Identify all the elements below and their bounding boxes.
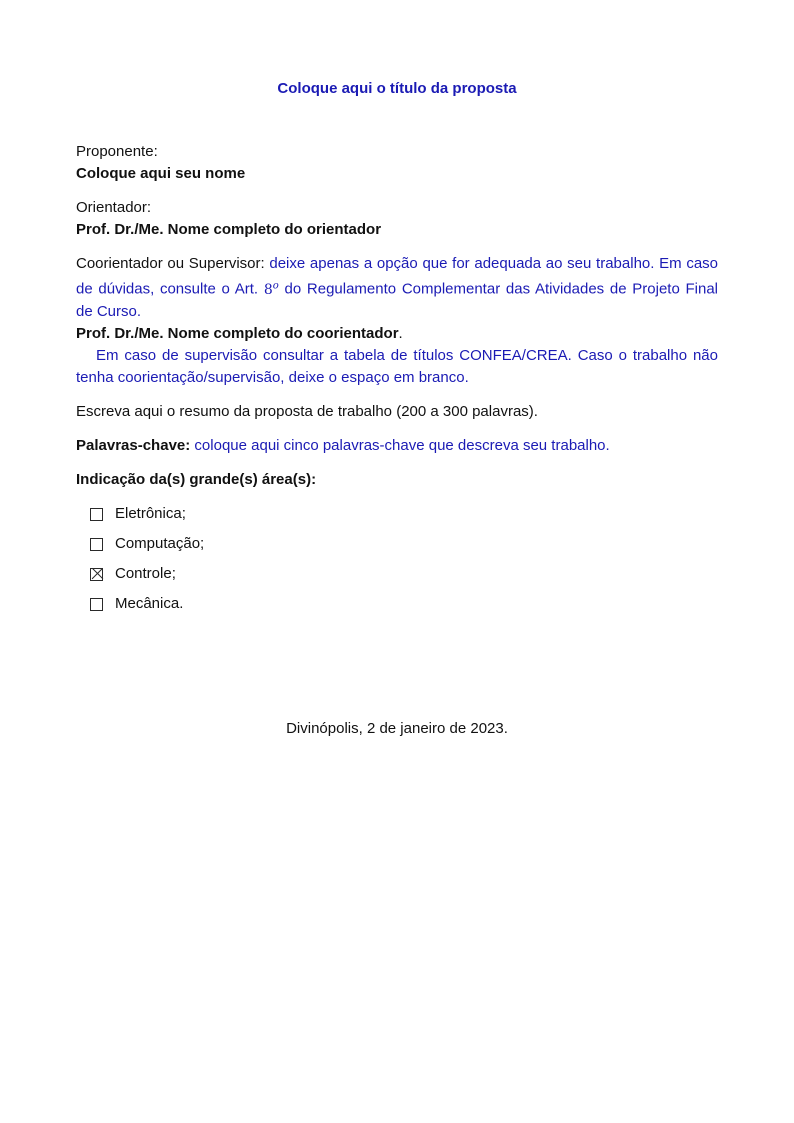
area-row-controle [90,567,718,582]
area-row-mecanica [90,597,718,612]
coorientador-note: Em caso de supervisão consultar a tabela de títulos CONFEA/CREA. Caso o trabalho não tenha coorientação/supervisão, deixe o espaço em branco. [76,346,718,386]
area-row-computacao [90,537,718,552]
area-row-eletronica [90,507,718,522]
area-label: Computação; [115,535,205,553]
checkbox-computacao[interactable] [90,538,103,551]
proponente-label: Proponente: [76,143,158,160]
article-number: 8$^o$ [263,280,279,298]
coorientador-instructions [76,253,718,323]
proponente-value: Coloque aqui seu nome [76,165,246,182]
palavras-chave-label: Palavras-chave: [76,436,191,454]
proposal-title: Coloque aqui o título da proposta [277,80,517,97]
area-label: Eletrônica; [115,505,186,523]
coorientador-value: Prof. Dr./Me. Nome completo do coorientador [76,324,399,342]
checkbox-eletronica[interactable] [90,508,103,521]
date-line: Divinópolis, 2 de janeiro de 2023. [286,719,508,737]
coorientador-label: Coorientador ou Supervisor: [76,255,265,272]
orientador-value: Prof. Dr./Me. Nome completo do orientador [76,221,382,238]
areas-list [90,507,718,612]
orientador-label: Orientador: [76,199,152,216]
resumo-placeholder: Escreva aqui o resumo da proposta de trabalho (200 a 300 palavras). [76,402,538,420]
coorientador-value-line [76,323,718,345]
coorientador-hint-after-art: do Regulamento Complementar das Atividades de Projeto Final de Curso. [76,280,719,320]
palavras-chave-value: coloque aqui cinco palavras-chave que descreva seu trabalho. [194,436,610,454]
areas-heading: Indicação da(s) grande(s) área(s): [76,470,317,488]
area-label: Controle; [115,565,176,583]
palavras-chave-line [76,435,718,457]
checkbox-mecanica[interactable] [90,598,103,611]
coorientador-hint-before-art: deixe apenas a opção que for adequada ao seu trabalho. Em caso de dúvidas, consulte o Art. [76,255,719,298]
checkbox-controle[interactable] [90,568,103,581]
coorientador-value-period: . [398,324,403,342]
area-label: Mecânica. [115,595,184,613]
